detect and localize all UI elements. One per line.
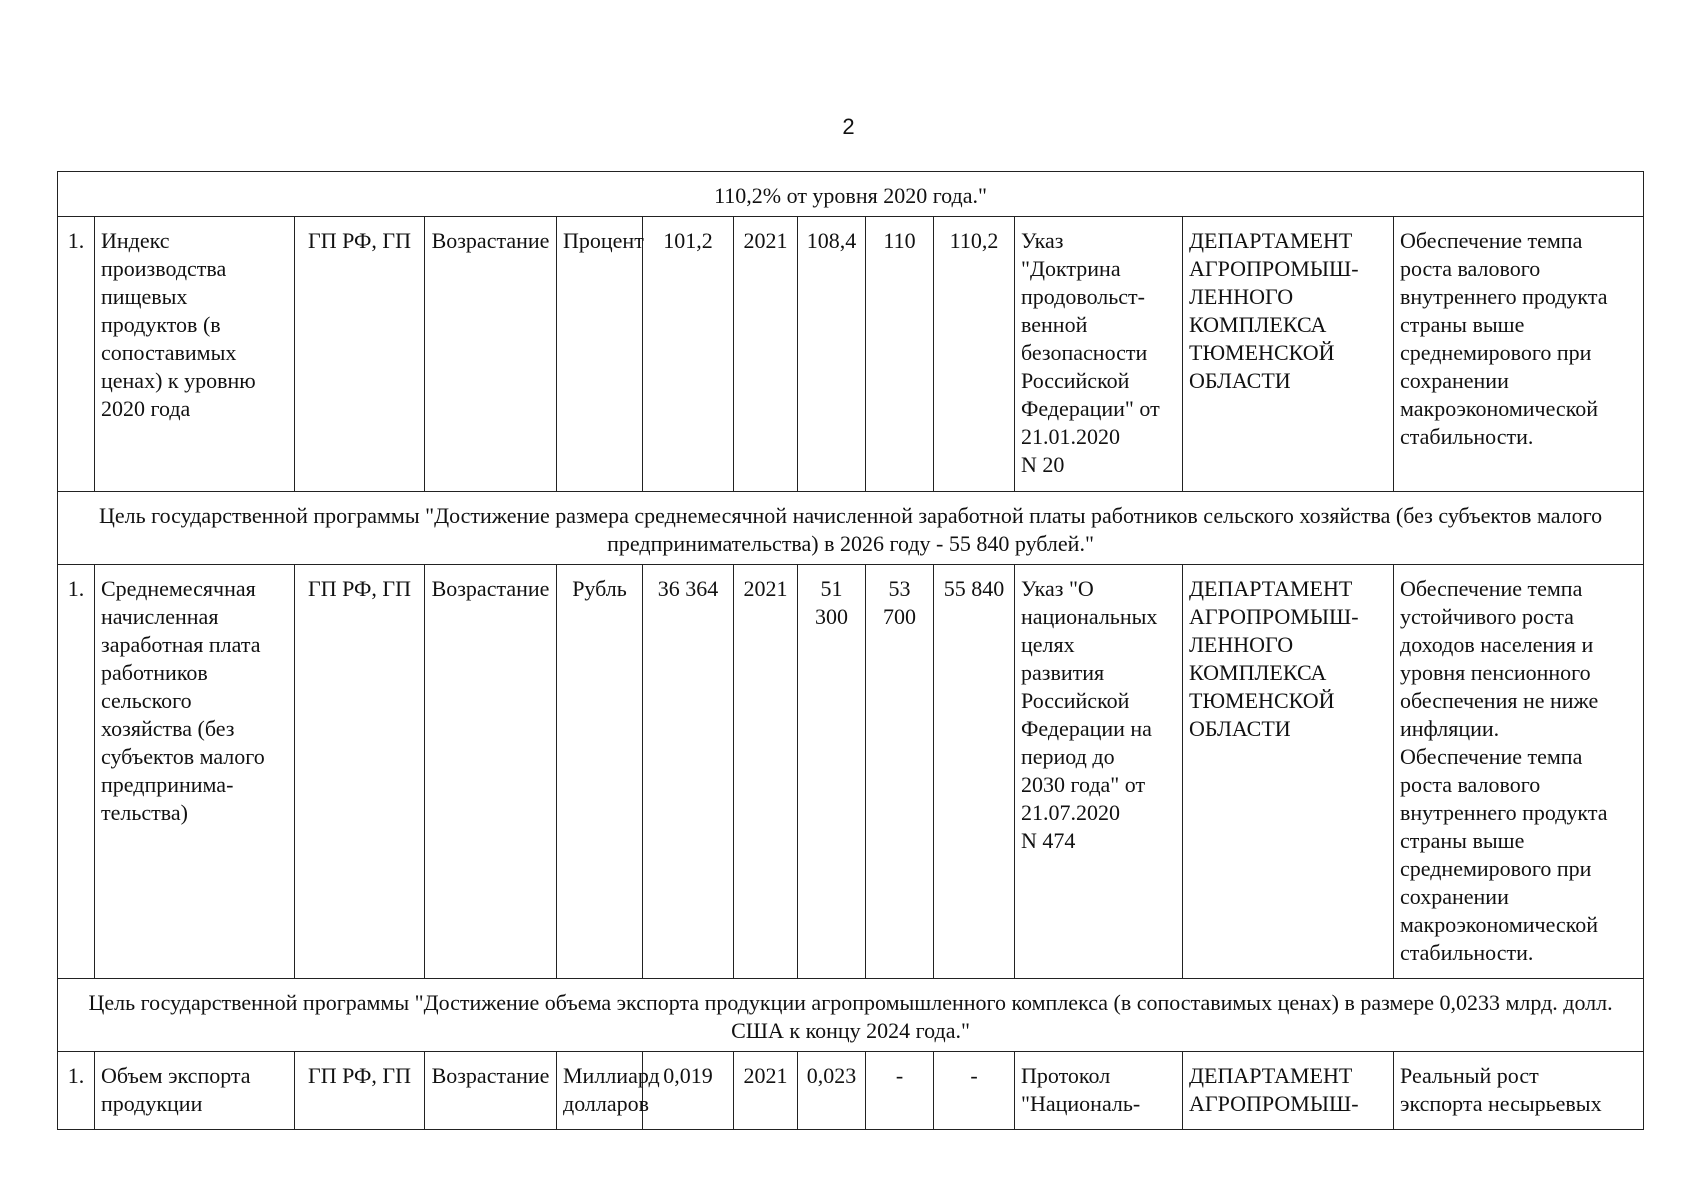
goal-text: Цель государственной программы "Достижение объема экспорта продукции агропромышленного комплекса (в сопоставимых ценах) в размере 0,0233 млрд. долл. США к концу 2024 года." [58,979,1644,1052]
goal-row [58,492,1644,565]
indicator-trend: Возрастание [425,565,557,979]
indicator-value-1: 51 300 [798,565,866,979]
indicator-document: Указ "Доктрина продовольст- венной безопасности Российской Федерации" от 21.01.2020 N 20 [1015,217,1183,492]
indicator-department: ДЕПАРТАМЕНТ АГРОПРОМЫШ- [1183,1052,1394,1130]
indicator-value-3: 55 840 [934,565,1015,979]
indicator-effect: Реальный рост экспорта несырьевых [1394,1052,1644,1130]
indicator-effect: Обеспечение темпа роста валового внутреннего продукта страны выше среднемирового при сохранении макроэкономической стабильности. [1394,217,1644,492]
indicator-unit: Процент [557,217,643,492]
indicator-department: ДЕПАРТАМЕНТ АГРОПРОМЫШ- ЛЕННОГО КОМПЛЕКСА ТЮМЕНСКОЙ ОБЛАСТИ [1183,217,1394,492]
indicator-value-3: 110,2 [934,217,1015,492]
indicator-level: ГП РФ, ГП [295,217,425,492]
indicator-effect: Обеспечение темпа устойчивого роста доходов населения и уровня пенсионного обеспечения не ниже инфляции. Обеспечение темпа роста валового внутреннего продукта страны выше среднемирового при сохранении макроэкономической стабильности. [1394,565,1644,979]
indicator-level: ГП РФ, ГП [295,1052,425,1130]
indicator-value-1: 0,023 [798,1052,866,1130]
page-number: 2 [842,114,855,139]
indicators-table [57,171,1644,1130]
indicator-number: 1. [58,565,95,979]
indicator-document: Указ "О национальных целях развития Российской Федерации на период до 2030 года" от 21.07.2020 N 474 [1015,565,1183,979]
indicator-row [58,565,1644,979]
indicator-value-2: - [866,1052,934,1130]
indicator-document: Протокол "Националь- [1015,1052,1183,1130]
indicator-base-year: 2021 [734,217,798,492]
indicator-base-value: 101,2 [643,217,734,492]
indicator-row [58,217,1644,492]
indicator-name: Объем экспорта продукции [95,1052,295,1130]
indicator-trend: Возрастание [425,1052,557,1130]
indicator-base-year: 2021 [734,1052,798,1130]
indicator-row [58,1052,1644,1130]
indicator-base-value: 0,019 [643,1052,734,1130]
indicator-value-2: 110 [866,217,934,492]
indicator-department: ДЕПАРТАМЕНТ АГРОПРОМЫШ- ЛЕННОГО КОМПЛЕКСА ТЮМЕНСКОЙ ОБЛАСТИ [1183,565,1394,979]
goal-text: Цель государственной программы "Достижение размера среднемесячной начисленной заработной платы работников сельского хозяйства (без субъектов малого предпринимательства) в 2026 году - 55 840 рублей." [58,492,1644,565]
indicator-unit: Миллиард долларов [557,1052,643,1130]
indicator-value-3: - [934,1052,1015,1130]
indicator-value-2: 53 700 [866,565,934,979]
indicator-number: 1. [58,1052,95,1130]
indicator-unit: Рубль [557,565,643,979]
indicator-number: 1. [58,217,95,492]
goal-row [58,979,1644,1052]
indicator-level: ГП РФ, ГП [295,565,425,979]
indicator-base-year: 2021 [734,565,798,979]
indicator-name: Среднемесячная начисленная заработная плата работников сельского хозяйства (без субъектов малого предпринима- тельства) [95,565,295,979]
indicator-trend: Возрастание [425,217,557,492]
indicator-name: Индекс производства пищевых продуктов (в сопоставимых ценах) к уровню 2020 года [95,217,295,492]
table-body [58,172,1644,1130]
indicator-value-1: 108,4 [798,217,866,492]
goal-row [58,172,1644,217]
goal-text: 110,2% от уровня 2020 года." [58,172,1644,217]
indicator-base-value: 36 364 [643,565,734,979]
